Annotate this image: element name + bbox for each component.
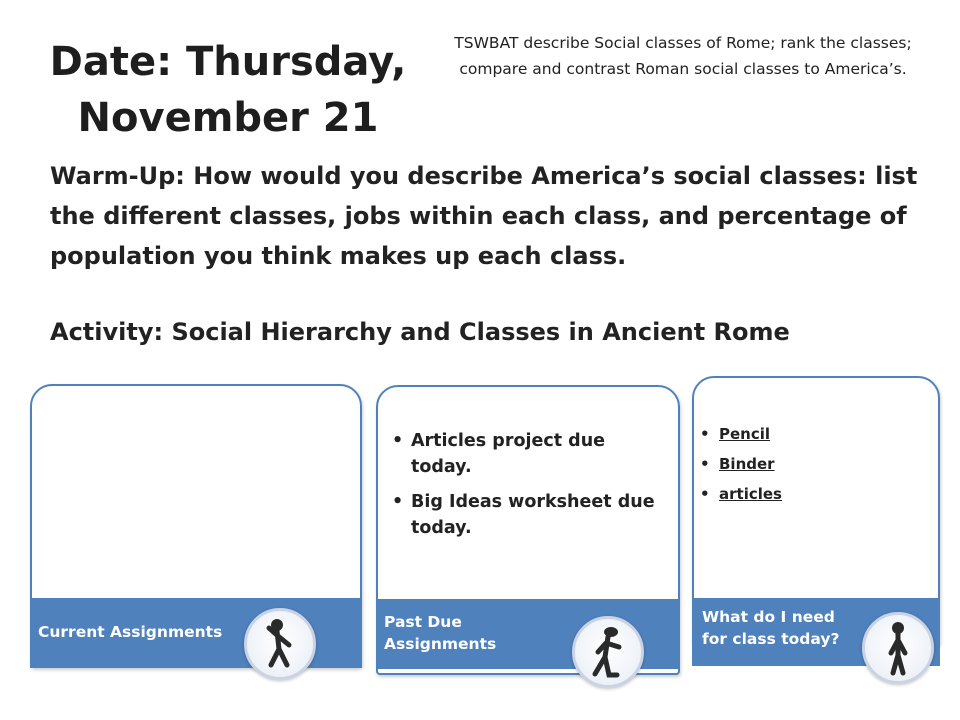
list-item: • Big Ideas worksheet due today.: [386, 489, 666, 541]
binder-link[interactable]: Binder: [719, 455, 775, 473]
past-due-label-text: Past Due Assignments: [384, 613, 497, 653]
list-item: [694, 483, 914, 505]
warmup-text: Warm-Up: How would you describe America’s social classes: list the different classes, jobs within each class, and percentage of population you think makes up each class.: [50, 162, 918, 270]
class-needs-list: [694, 423, 914, 513]
class-needs-label-text: What do I need for class today?: [702, 608, 840, 648]
stick-figure-icon: [244, 608, 316, 680]
activity-text: Activity: Social Hierarchy and Classes in Ancient Rome: [50, 318, 790, 346]
objective-text: TSWBAT describe Social classes of Rome; rank the classes; compare and contrast Roman social classes to America’s.: [454, 34, 912, 78]
list-item: [694, 453, 914, 475]
list-item: [694, 423, 914, 445]
pencil-link[interactable]: Pencil: [719, 425, 771, 443]
current-assignments-card: [30, 384, 362, 668]
current-assignments-label-text: Current Assignments: [38, 623, 223, 641]
articles-link[interactable]: articles: [719, 485, 782, 503]
class-needs-card: [692, 376, 940, 646]
page-title: Date: Thursday, November 21: [49, 39, 407, 141]
past-due-list: [386, 428, 666, 550]
list-item: • Articles project due today.: [386, 428, 666, 480]
stick-figure-icon: [572, 616, 644, 688]
past-due-card: [376, 385, 680, 675]
stick-figure-icon: [862, 612, 934, 684]
